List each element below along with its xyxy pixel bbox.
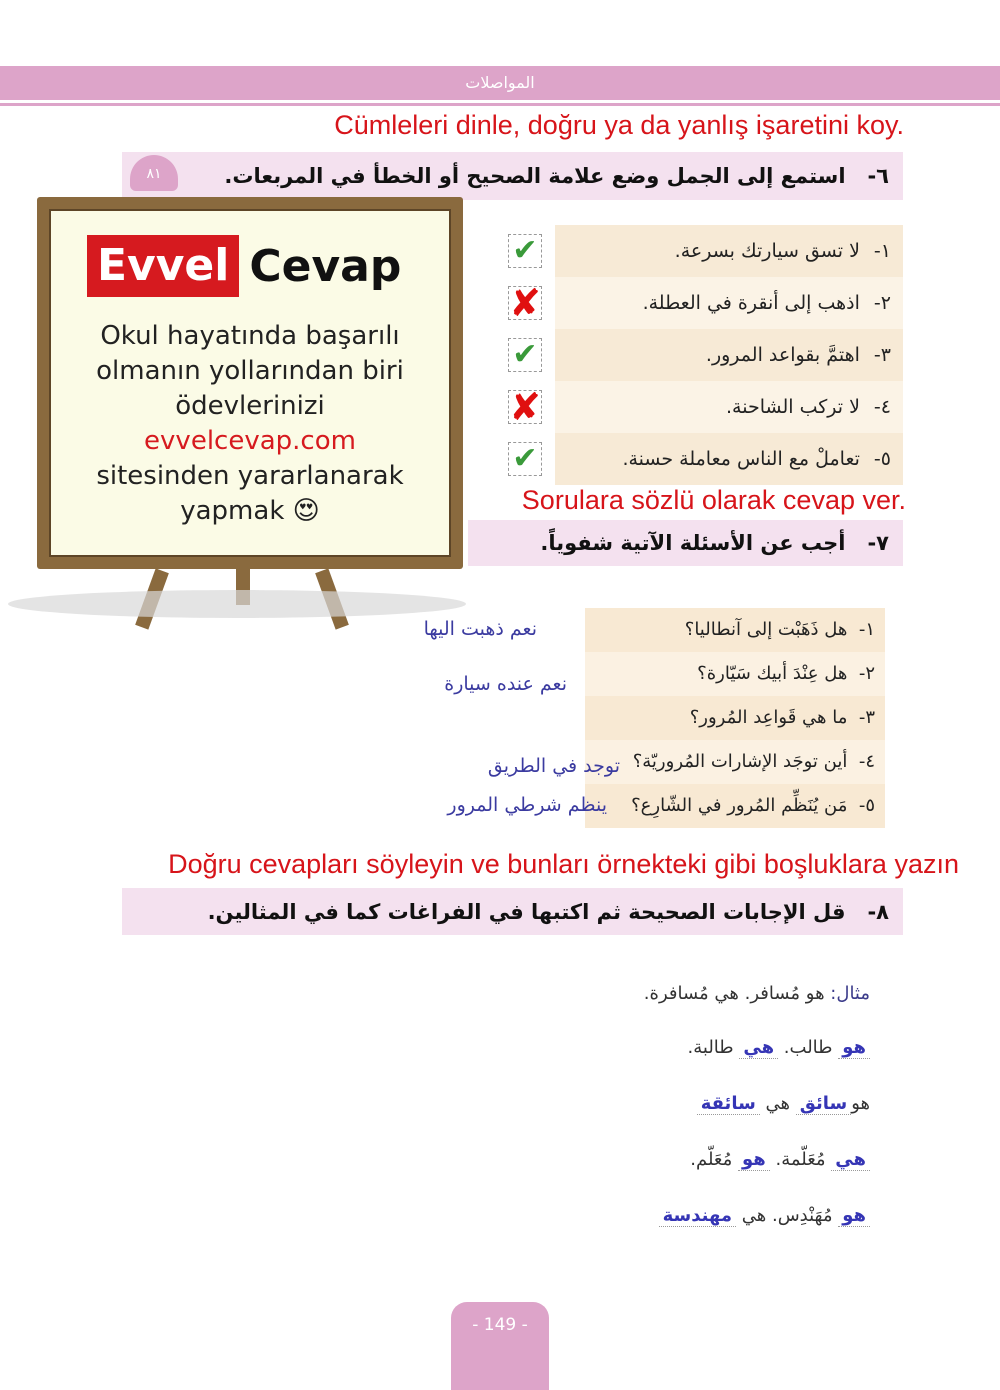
question-number: ١- (858, 619, 875, 640)
statement-row (555, 433, 903, 485)
statement-text: تعاملْ مع الناس معاملة حسنة. (622, 448, 860, 470)
question-number: ٥- (858, 795, 875, 816)
section8-title-bar (122, 888, 903, 935)
section6-number: ٦- (867, 164, 889, 188)
ad-line: yapmak (180, 496, 285, 526)
handwritten-answer: ينظم شرطي المرور (447, 794, 607, 816)
question-row (585, 696, 885, 740)
question-text: هل عِنْدَ أبيك سَيّارة؟ (697, 663, 848, 684)
heart-eyes-emoji-icon: 😍 (292, 496, 320, 526)
brand-logo (87, 235, 401, 297)
statement-text: لا تركب الشاحنة. (726, 396, 860, 418)
fill-in-line (688, 1037, 870, 1058)
question-text: ما هي قَواعِد المُرور؟ (689, 707, 848, 728)
statement-number: ٤- (873, 396, 891, 418)
filled-answer[interactable]: هو (738, 1149, 770, 1171)
section7-number: ٧- (867, 531, 889, 555)
audio-track-number: ٨١ (146, 166, 162, 182)
question-number: ٢- (858, 663, 875, 684)
filled-answer[interactable]: سائق (796, 1093, 851, 1115)
statement-number: ٢- (873, 292, 891, 314)
line-text: مُهَنْدِس. هي (741, 1205, 833, 1226)
ad-line: ödevlerinizi (175, 391, 325, 421)
statement-text: لا تسق سيارتك بسرعة. (674, 240, 860, 262)
brand-cevap: Cevap (249, 240, 402, 292)
section8-number: ٨- (867, 900, 889, 924)
statement-row (555, 329, 903, 381)
chapter-header: المواصلات (0, 66, 1000, 100)
x-mark-icon[interactable]: ✘ (509, 281, 541, 325)
statement-row (555, 381, 903, 433)
question-row (585, 740, 885, 784)
filled-answer[interactable]: هو (838, 1037, 870, 1059)
filled-answer[interactable]: سائقة (697, 1093, 760, 1115)
statement-text: اذهب إلى أنقرة في العطلة. (642, 292, 860, 314)
line-text: مُعَلّم. (690, 1149, 733, 1170)
section7-title: أجب عن الأسئلة الآتية شفوياً. (540, 531, 846, 555)
fill-in-line (659, 1205, 870, 1226)
filled-answer[interactable]: هو (838, 1205, 870, 1227)
check-mark-icon[interactable]: ✔ (508, 234, 542, 268)
question-text: مَن يُنَظِّم المُرور في الشّارِع؟ (631, 795, 848, 816)
line-text: هو (851, 1093, 870, 1114)
check-mark-icon[interactable]: ✔ (508, 338, 542, 372)
section7-instruction: Sorulara sözlü olarak cevap ver. (521, 485, 906, 515)
ad-text (51, 319, 449, 529)
statement-number: ٣- (873, 344, 891, 366)
fill-in-line (697, 1093, 870, 1114)
example-line (644, 983, 870, 1004)
statement-number: ١- (873, 240, 891, 262)
handwritten-answer: نعم عنده سيارة (444, 673, 567, 695)
easel-shadow (8, 590, 466, 618)
statement-row (555, 225, 903, 277)
question-row (585, 608, 885, 652)
section6-title: استمع إلى الجمل وضع علامة الصحيح أو الخطأ في المربعات. (224, 164, 846, 188)
section6-instruction: Cümleleri dinle, doğru ya da yanlış işaretini koy. (334, 110, 904, 140)
statement-text: اهتمَّ بقواعد المرور. (705, 344, 860, 366)
section8-instruction: Doğru cevapları söyleyin ve bunları örnekteki gibi boşluklara yazın (168, 849, 959, 879)
header-divider (0, 103, 1000, 106)
question-number: ٣- (858, 707, 875, 728)
question-text: أين توجَد الإشارات المُروريّة؟ (632, 751, 848, 772)
line-text: مُعَلّمة. (775, 1149, 826, 1170)
ad-line: olmanın yollarından biri (96, 356, 404, 386)
line-text: هي (765, 1093, 791, 1114)
ad-board (37, 197, 463, 569)
page-number: - 149 - (451, 1302, 549, 1390)
question-row (585, 784, 885, 828)
check-mark-icon[interactable]: ✔ (508, 442, 542, 476)
ad-line: Okul hayatında başarılı (100, 321, 400, 351)
ad-line: sitesinden yararlanarak (96, 461, 404, 491)
line-text: طالب. (783, 1037, 833, 1058)
section7-title-bar (468, 520, 903, 566)
statement-number: ٥- (873, 448, 891, 470)
section8-title: قل الإجابات الصحيحة ثم اكتبها في الفراغات كما في المثالين. (207, 900, 846, 924)
line-text: طالبة. (687, 1037, 734, 1058)
section6-title-bar (122, 152, 903, 200)
handwritten-answer: نعم ذهبت اليها (423, 618, 537, 640)
question-text: هل ذَهَبْت إلى آنطاليا؟ (684, 619, 848, 640)
example-text: هو مُسافر. هي مُسافرة. (643, 983, 825, 1004)
x-mark-icon[interactable]: ✘ (509, 385, 541, 429)
fill-in-line (690, 1149, 870, 1170)
question-row (585, 652, 885, 696)
example-label: مثال: (830, 983, 870, 1004)
ad-link[interactable]: evvelcevap.com (144, 426, 356, 456)
filled-answer[interactable]: مهندسة (659, 1205, 736, 1227)
statement-row (555, 277, 903, 329)
brand-evvel: Evvel (87, 235, 239, 297)
filled-answer[interactable]: هي (831, 1149, 870, 1171)
handwritten-answer: توجد في الطريق (487, 755, 620, 777)
question-number: ٤- (858, 751, 875, 772)
filled-answer[interactable]: هي (739, 1037, 778, 1059)
